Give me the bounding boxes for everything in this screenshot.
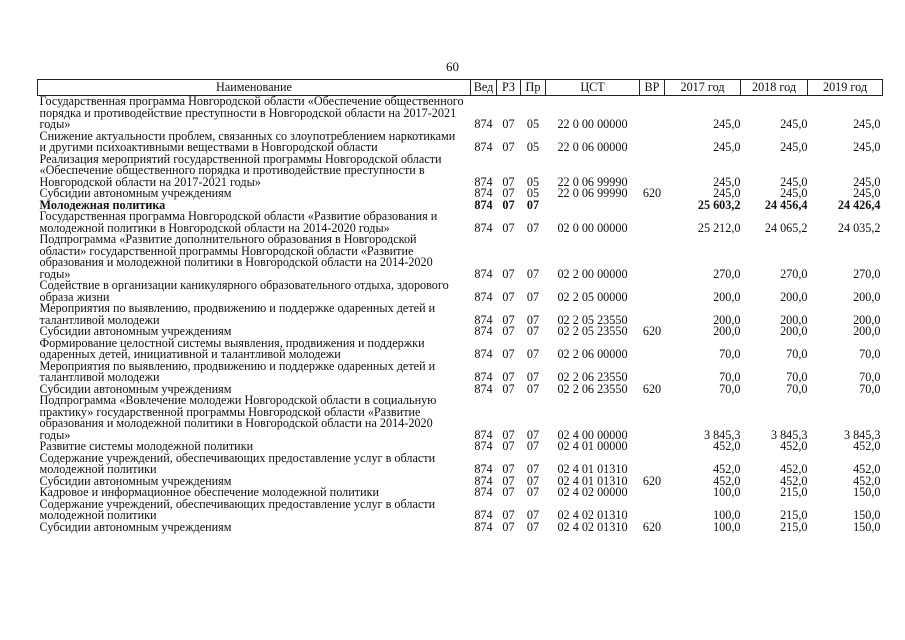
cell-cst: 02 2 06 00000 — [557, 347, 628, 361]
cell-ved: 874 — [474, 439, 493, 453]
cell-name: Субсидии автономным учреждениям — [39, 186, 232, 200]
cell-pr: 07 — [526, 220, 540, 235]
cell-vr — [640, 395, 665, 441]
cell-vr: 620 — [642, 381, 662, 396]
cell-pr: 07 — [526, 289, 540, 304]
cell-2018: 270,0 — [780, 266, 808, 281]
cell-rz: 07 — [502, 427, 515, 442]
table-row — [38, 303, 883, 326]
cell-2018: 245,0 — [780, 117, 808, 131]
cell-2019: 245,0 — [853, 140, 881, 154]
cell-vr — [640, 499, 665, 522]
cell-2018: 452,0 — [780, 439, 808, 453]
cell-vr — [640, 361, 665, 384]
cell-vr: 620 — [642, 519, 662, 534]
col-header-pr: Пр — [521, 80, 546, 96]
cell-pr: 07 — [526, 519, 540, 534]
cell-name: Кадровое и информационное обеспечение молодежной политики — [39, 485, 380, 499]
cell-2019: 245,0 — [853, 186, 881, 200]
cell-rz: 07 — [502, 312, 515, 327]
cell-ved: 874 — [474, 462, 493, 476]
cell-name: Содержание учреждений, обеспечивающих предоставление услуг в области молодежной политики — [39, 450, 436, 476]
cell-2019: 452,0 — [853, 462, 881, 476]
cell-pr: 07 — [526, 485, 540, 499]
table-row — [38, 280, 883, 303]
cell-ved: 874 — [474, 519, 493, 534]
cell-rz: 07 — [502, 140, 515, 154]
cell-rz: 07 — [502, 439, 515, 453]
cell-2017: 270,0 — [713, 266, 741, 281]
cell-vr — [640, 131, 665, 154]
cell-cst: 02 2 00 00000 — [557, 266, 628, 281]
cell-pr: 07 — [526, 370, 540, 384]
cell-name: Содержание учреждений, обеспечивающих предоставление услуг в области молодежной политики — [39, 496, 436, 522]
cell-rz: 07 — [502, 485, 515, 499]
col-header-2017: 2017 год — [665, 80, 741, 96]
cell-2018: 200,0 — [780, 289, 808, 304]
cell-2018: 70,0 — [786, 347, 808, 361]
cell-2019: 70,0 — [859, 370, 881, 384]
col-header-ved: Вед — [471, 80, 497, 96]
cell-2018: 245,0 — [780, 140, 808, 154]
cell-2019: 150,0 — [853, 508, 881, 522]
col-header-name: Наименование — [38, 80, 471, 96]
cell-cst — [546, 200, 640, 212]
cell-pr: 07 — [526, 439, 540, 453]
cell-rz: 07 — [502, 220, 515, 235]
cell-2017: 3 845,3 — [703, 427, 741, 442]
cell-rz: 07 — [502, 117, 515, 131]
cell-2017: 70,0 — [719, 381, 741, 396]
cell-2019: 452,0 — [853, 473, 881, 488]
cell-2018: 452,0 — [780, 462, 808, 476]
cell-name: Развитие системы молодежной политики — [39, 439, 254, 453]
col-header-2018: 2018 год — [741, 80, 808, 96]
cell-cst: 22 0 00 00000 — [557, 117, 628, 131]
cell-2018: 245,0 — [780, 174, 808, 189]
cell-vr — [640, 234, 665, 280]
cell-cst: 22 0 06 99990 — [557, 174, 628, 189]
cell-2019: 24 035,2 — [837, 220, 881, 235]
cell-pr: 07 — [526, 381, 540, 396]
budget-table — [37, 79, 883, 533]
cell-name: Формирование целостной системы выявления, продвижения и поддержки одаренных детей, инициативной и талантливой молодежи — [39, 335, 425, 361]
cell-ved: 874 — [474, 140, 493, 154]
cell-ved: 874 — [474, 117, 493, 131]
cell-2017: 25 603,2 — [697, 197, 741, 212]
cell-vr: 620 — [642, 324, 662, 338]
table-row — [38, 395, 883, 441]
cell-2019: 70,0 — [859, 347, 881, 361]
table-row — [38, 154, 883, 189]
cell-vr — [640, 200, 665, 212]
cell-ved: 874 — [474, 174, 493, 189]
cell-vr — [640, 280, 665, 303]
cell-2018: 215,0 — [780, 485, 808, 499]
cell-rz: 07 — [502, 186, 515, 200]
cell-pr: 07 — [526, 347, 540, 361]
cell-2017: 25 212,0 — [697, 220, 741, 235]
cell-rz: 07 — [502, 370, 515, 384]
cell-cst: 02 2 05 23550 — [557, 324, 628, 338]
cell-2017: 70,0 — [719, 370, 741, 384]
cell-rz: 07 — [502, 174, 515, 189]
cell-2017: 200,0 — [713, 312, 741, 327]
cell-name: Государственная программа Новгородской области «Развитие образования и молодежной политики в Новгородской области на 2014-2020 годы» — [39, 209, 438, 235]
col-header-2019: 2019 год — [808, 80, 883, 96]
cell-name: Государственная программа Новгородской области «Обеспечение общественного порядка и противодействие преступности в Новгородской области на 2017-2021 годы» — [39, 94, 464, 131]
cell-2017: 245,0 — [713, 174, 741, 189]
cell-ved: 874 — [474, 220, 493, 235]
cell-2019: 245,0 — [853, 174, 881, 189]
cell-cst: 02 4 01 01310 — [557, 462, 628, 476]
col-header-rz: РЗ — [497, 80, 521, 96]
table-row — [38, 338, 883, 361]
cell-cst: 02 4 02 01310 — [557, 508, 628, 522]
cell-pr: 07 — [526, 462, 540, 476]
cell-ved: 874 — [474, 473, 493, 488]
cell-2019: 70,0 — [859, 381, 881, 396]
cell-2017: 200,0 — [713, 324, 741, 338]
cell-2017: 245,0 — [713, 140, 741, 154]
cell-pr: 07 — [526, 324, 540, 338]
cell-ved: 874 — [474, 266, 493, 281]
table-row — [38, 361, 883, 384]
cell-2018: 215,0 — [780, 508, 808, 522]
cell-ved: 874 — [474, 186, 493, 200]
cell-2018: 200,0 — [780, 324, 808, 338]
cell-ved: 874 — [474, 508, 493, 522]
cell-rz: 07 — [502, 347, 515, 361]
cell-2018: 70,0 — [786, 370, 808, 384]
cell-rz: 07 — [502, 289, 515, 304]
cell-pr: 07 — [526, 508, 540, 522]
cell-rz: 07 — [502, 197, 515, 212]
cell-2018: 215,0 — [780, 519, 808, 534]
table-row — [38, 522, 883, 534]
cell-pr: 05 — [526, 174, 540, 189]
cell-cst: 02 2 06 23550 — [557, 381, 628, 396]
cell-2018: 245,0 — [780, 186, 808, 200]
cell-rz: 07 — [502, 473, 515, 488]
cell-2019: 200,0 — [853, 289, 881, 304]
cell-vr — [640, 487, 665, 499]
cell-vr — [640, 96, 665, 131]
cell-cst: 22 0 06 00000 — [557, 140, 628, 154]
col-header-cst: ЦСТ — [546, 80, 640, 96]
cell-2019: 452,0 — [853, 439, 881, 453]
cell-2019: 270,0 — [853, 266, 881, 281]
cell-2017: 452,0 — [713, 439, 741, 453]
cell-pr: 05 — [526, 186, 540, 200]
cell-2017: 245,0 — [713, 186, 741, 200]
cell-2019: 150,0 — [853, 485, 881, 499]
cell-vr: 620 — [642, 186, 662, 200]
cell-pr: 05 — [526, 140, 540, 154]
cell-2018: 24 456,4 — [764, 197, 808, 212]
cell-2019: 200,0 — [853, 312, 881, 327]
cell-rz: 07 — [502, 462, 515, 476]
cell-pr: 07 — [526, 266, 540, 281]
cell-vr — [640, 154, 665, 189]
page-number: 60 — [446, 59, 459, 74]
cell-rz: 07 — [502, 266, 515, 281]
cell-2019: 150,0 — [853, 519, 881, 534]
table-row — [38, 453, 883, 476]
cell-name: Субсидии автономным учреждениям — [39, 324, 232, 338]
cell-vr — [640, 338, 665, 361]
cell-name: Снижение актуальности проблем, связанных со злоупотреблением наркотиками и другими психоактивными веществами в Новгородской области — [39, 128, 456, 154]
cell-2019: 3 845,3 — [843, 427, 881, 442]
cell-2019: 200,0 — [853, 324, 881, 338]
cell-rz: 07 — [502, 381, 515, 396]
cell-2017: 452,0 — [713, 462, 741, 476]
cell-cst: 02 2 05 00000 — [557, 289, 628, 304]
cell-ved: 874 — [474, 485, 493, 499]
cell-2017: 70,0 — [719, 347, 741, 361]
cell-cst: 02 4 00 00000 — [557, 427, 628, 442]
col-header-vr: ВР — [640, 80, 665, 96]
cell-2017: 452,0 — [713, 473, 741, 488]
cell-name: Субсидии автономным учреждениям — [39, 473, 232, 488]
cell-vr — [640, 303, 665, 326]
table-body — [38, 96, 883, 534]
table-row — [38, 131, 883, 154]
cell-cst: 02 0 00 00000 — [557, 220, 628, 235]
cell-ved: 874 — [474, 347, 493, 361]
cell-pr: 07 — [526, 197, 540, 212]
table-row — [38, 234, 883, 280]
cell-pr: 07 — [526, 427, 540, 442]
cell-2017: 100,0 — [713, 485, 741, 499]
table-row — [38, 96, 883, 131]
cell-vr: 620 — [642, 473, 662, 488]
cell-pr: 05 — [526, 117, 540, 131]
cell-2018: 24 065,2 — [764, 220, 808, 235]
cell-cst: 02 4 01 01310 — [557, 473, 628, 488]
cell-cst: 22 0 06 99990 — [557, 186, 628, 200]
cell-2018: 200,0 — [780, 312, 808, 327]
table-row — [38, 499, 883, 522]
cell-name: Подпрограмма «Развитие дополнительного образования в Новгородской области» государственной программы Новгородской области «Развитие образования и молодежной политики в Новгородской области на 2014-2020 годы» — [39, 232, 433, 281]
cell-cst: 02 2 06 23550 — [557, 370, 628, 384]
cell-name: Субсидии автономным учреждениям — [39, 519, 232, 534]
cell-cst: 02 4 02 00000 — [557, 485, 628, 499]
cell-ved: 874 — [474, 312, 493, 327]
cell-name: Мероприятия по выявлению, продвижению и поддержке одаренных детей и талантливой молодежи — [39, 301, 436, 327]
cell-cst: 02 4 02 01310 — [557, 519, 628, 534]
cell-ved: 874 — [474, 427, 493, 442]
cell-name: Реализация мероприятий государственной программы Новгородской области «Обеспечение общественного порядка и противодействие преступности в Новгородской области на 2017-2021 годы» — [39, 151, 442, 189]
cell-vr — [640, 211, 665, 234]
cell-2017: 245,0 — [713, 117, 741, 131]
cell-cst: 02 2 05 23550 — [557, 312, 628, 327]
cell-name: Субсидии автономным учреждениям — [39, 381, 232, 396]
cell-2018: 3 845,3 — [770, 427, 808, 442]
cell-vr — [640, 453, 665, 476]
cell-ved: 874 — [474, 381, 493, 396]
cell-vr — [640, 441, 665, 453]
table-row — [38, 211, 883, 234]
cell-rz: 07 — [502, 508, 515, 522]
cell-name: Молодежная политика — [39, 197, 166, 212]
cell-cst: 02 4 01 00000 — [557, 439, 628, 453]
cell-rz: 07 — [502, 324, 515, 338]
cell-pr: 07 — [526, 312, 540, 327]
cell-name: Подпрограмма «Вовлечение молодежи Новгородской области в социальную практику» государственной программы Новгородской области «Развитие образования и молодежной политики в Новгородской области на 2014-2020 годы» — [39, 393, 437, 442]
cell-rz: 07 — [502, 519, 515, 534]
cell-2018: 452,0 — [780, 473, 808, 488]
cell-2019: 24 426,4 — [837, 197, 881, 212]
cell-2017: 100,0 — [713, 519, 741, 534]
cell-ved: 874 — [474, 324, 493, 338]
cell-ved: 874 — [474, 370, 493, 384]
cell-ved: 874 — [474, 197, 493, 212]
cell-ved: 874 — [474, 289, 493, 304]
cell-name: Мероприятия по выявлению, продвижению и поддержке одаренных детей и талантливой молодежи — [39, 358, 436, 384]
cell-pr: 07 — [526, 473, 540, 488]
cell-2017: 200,0 — [713, 289, 741, 304]
cell-2017: 100,0 — [713, 508, 741, 522]
cell-2018: 70,0 — [786, 381, 808, 396]
cell-2019: 245,0 — [853, 117, 881, 131]
cell-name: Содействие в организации каникулярного образовательного отдыха, здорового образа жизни — [39, 278, 449, 304]
